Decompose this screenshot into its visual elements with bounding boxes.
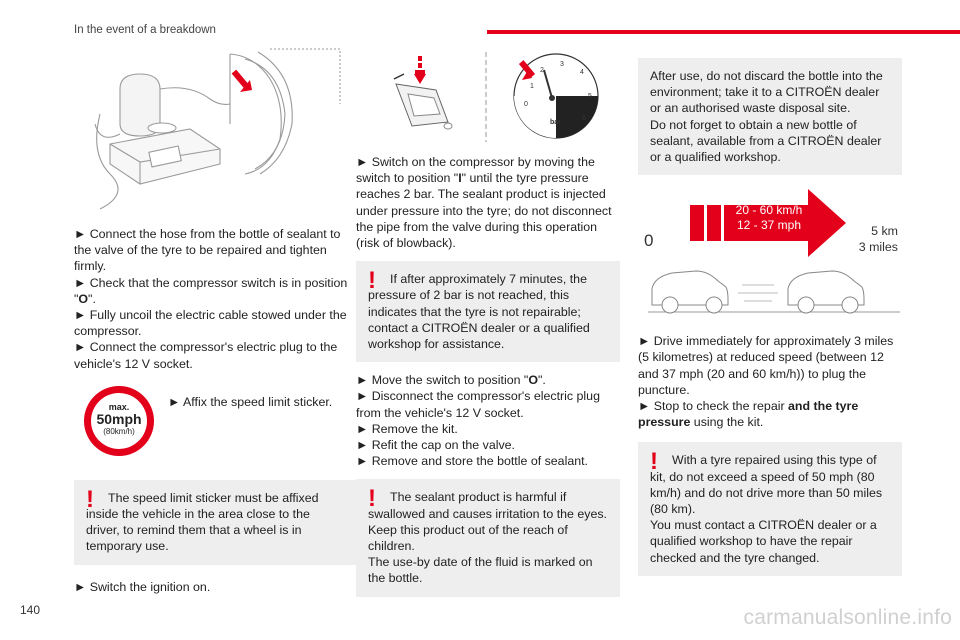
warning-pressure-not-reached: ! If after approximately 7 minutes, the pressure of 2 bar is not reached, this indicates that the tyre is not repairable; contact a CITROËN dealer or a qualified workshop for assistance. (356, 261, 620, 362)
gauge-tick-2: 2 (540, 67, 544, 74)
step-store-bottle: ► Remove and store the bottle of sealant. (356, 454, 588, 469)
sticker-speed-text: 50mph (96, 410, 142, 427)
start-zero-label: 0 (644, 231, 654, 251)
page-header-title: In the event of a breakdown (74, 24, 216, 36)
step-move-switch: ► Move the switch to position "O". (356, 373, 546, 388)
warning-icon: ! (86, 485, 94, 513)
step-connect-hose: ► Connect the hose from the bottle of sealant to the valve of the tyre to be repaired and tighten firmly. (74, 227, 341, 274)
sticker-kmh-text: (80km/h) (103, 426, 135, 436)
gauge-tick-5: 5 (588, 93, 592, 100)
gauge-tick-1: 1 (530, 83, 534, 90)
column-2 (356, 44, 620, 597)
step-remove-kit: ► Remove the kit. (356, 421, 458, 436)
column-3 (638, 44, 902, 576)
watermark: carmanualsonline.info (743, 606, 952, 629)
compressor-kit-illustration (80, 44, 350, 214)
step-uncoil-cable: ► Fully uncoil the electric cable stowed under the compressor. (74, 308, 347, 339)
gauge-tick-3: 3 (560, 61, 564, 68)
speed-kmh-label: 20 - 60 km/h (735, 203, 803, 218)
page-number: 140 (20, 603, 41, 617)
step-check-repair: ► Stop to check the repair and the tyre pressure using the kit. (638, 399, 859, 430)
gauge-unit: bar (550, 119, 561, 126)
speed-limit-sticker (84, 386, 154, 456)
header-accent-bar (487, 30, 960, 34)
step-affix-sticker: ► Affix the speed limit sticker. (168, 394, 333, 409)
warning-icon: ! (368, 485, 376, 513)
gauge-tick-6: 6 (582, 115, 586, 122)
warning-sticker: ! The speed limit sticker must be affixed inside the vehicle in the area close to the driver, to remind them that a wheel is in temporary use. (74, 480, 356, 565)
warning-speed-distance-limit: ! With a tyre repaired using this type of kit, do not exceed a speed of 50 mph (80 km/h) and do not drive more than 50 miles (80 km). You must contact a CITROËN dealer or a qualified workshop to have the repair checked and the tyre changed. (638, 442, 902, 575)
step-connect-plug: ► Connect the compressor's electric plug to the vehicle's 12 V socket. (74, 340, 338, 371)
warning-icon: ! (650, 448, 658, 476)
switch-and-gauge-illustration (356, 44, 620, 144)
column-1 (74, 44, 356, 595)
speed-distance-diagram (638, 189, 902, 319)
step-disconnect-plug: ► Disconnect the compressor's electric plug from the vehicle's 12 V socket. (356, 389, 600, 420)
step-refit-cap: ► Refit the cap on the valve. (356, 438, 515, 453)
step-drive-immediately: ► Drive immediately for approximately 3 miles (5 kilometres) at reduced speed (between 12 and 37 mph (20 and 60 km/h)) to plug the puncture. (638, 334, 894, 397)
step-switch-on-compressor: ► Switch on the compressor by moving the switch to position "I" until the tyre pressure reaches 2 bar. The sealant product is injected under pressure into the tyre; do not disconnect the pipe from the valve during this operation (risk of blowback). (356, 155, 612, 251)
note-disposal: After use, do not discard the bottle into the environment; take it to a CITROËN dealer or an authorised waste disposal site. Do not forget to obtain a new bottle of sealant, available from a CITROËN dealer or a qualified workshop. (638, 58, 902, 175)
warning-icon: ! (368, 267, 376, 295)
step-check-switch: ► Check that the compressor switch is in position "O". (74, 275, 348, 306)
distance-miles-label: 3 miles (858, 240, 898, 255)
gauge-zero: 0 (524, 101, 528, 108)
gauge-tick-4: 4 (580, 69, 584, 76)
step-ignition-on: ► Switch the ignition on. (74, 579, 211, 594)
sticker-max-text: max. (108, 401, 130, 412)
warning-sealant-harmful: ! The sealant product is harmful if swallowed and causes irritation to the eyes. Keep this product out of the reach of children. The use-by date of the fluid is marked on the bottle. (356, 479, 620, 596)
distance-km-label: 5 km (871, 224, 898, 239)
speed-mph-label: 12 - 37 mph (736, 218, 802, 233)
